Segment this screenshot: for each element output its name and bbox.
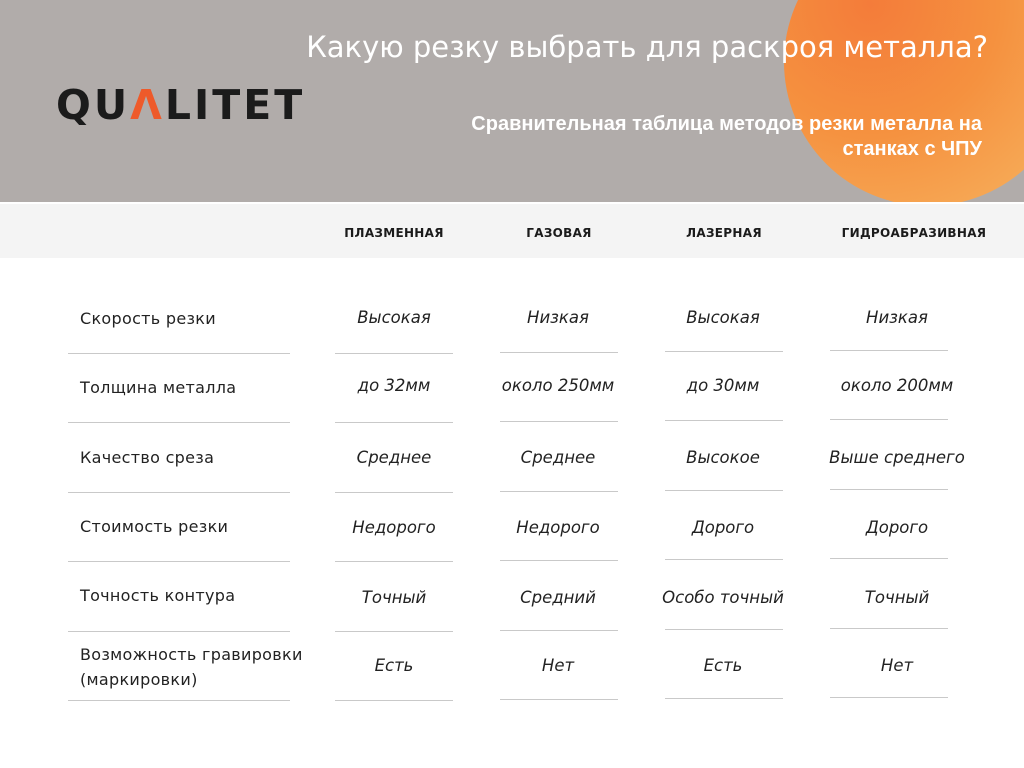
cell-divider [500,699,618,700]
cell-divider [335,631,453,632]
cell-divider [500,491,618,492]
cell-divider [500,560,618,561]
row-label: Толщина металла [80,378,237,397]
row-label: Скорость резки [80,309,216,328]
table-cell-gas: Средний [520,588,596,607]
table-cell-gas: Недорого [516,518,600,537]
row-label: Стоимость резки [80,517,229,536]
cell-divider [830,350,948,351]
cell-divider [665,559,783,560]
row-divider [68,631,290,632]
cell-divider [830,697,948,698]
row-divider [68,561,290,562]
cell-divider [830,489,948,490]
cell-divider [665,490,783,491]
table-cell-waterjet: Выше среднего [829,448,965,467]
row-divider [68,492,290,493]
table-cell-laser: Особо точный [662,588,784,607]
cell-divider [335,422,453,423]
table-cell-waterjet: Точный [864,588,930,607]
row-label: Точность контура [80,586,236,605]
cell-divider [830,628,948,629]
cell-divider [335,492,453,493]
cell-divider [500,352,618,353]
table-cell-gas: Среднее [520,448,596,467]
table-cell-plasma: Точный [361,588,427,607]
row-divider [68,353,290,354]
column-header-gas: ГАЗОВАЯ [526,226,592,240]
table-cell-gas: около 250мм [501,376,615,395]
table-cell-laser: Высокое [686,448,760,467]
page-title: Какую резку выбрать для раскроя металла? [306,30,988,64]
column-header-plasma: ПЛАЗМЕННАЯ [344,226,444,240]
table-cell-laser: Высокая [686,308,760,327]
cell-divider [665,420,783,421]
table-cell-plasma: Есть [374,656,414,675]
cell-divider [665,351,783,352]
cell-divider [830,558,948,559]
row-divider [68,700,290,701]
row-divider [68,422,290,423]
cell-divider [335,561,453,562]
qualitet-logo [56,80,305,130]
page-subtitle: Сравнительная таблица методов резки металла на станках с ЧПУ [471,113,982,160]
cell-divider [665,698,783,699]
cell-divider [830,419,948,420]
cell-divider [335,353,453,354]
table-cell-plasma: до 32мм [357,376,431,395]
table-cell-gas: Низкая [527,308,589,327]
column-header-waterjet: ГИДРОАБРАЗИВНАЯ [841,226,987,240]
table-cell-waterjet: около 200мм [840,376,954,395]
table-cell-gas: Нет [541,656,575,675]
column-header-laser: ЛАЗЕРНАЯ [686,226,762,240]
table-cell-laser: Есть [703,656,743,675]
table-cell-plasma: Среднее [356,448,432,467]
table-cell-plasma: Высокая [357,308,431,327]
table-cell-waterjet: Низкая [866,308,928,327]
header-banner [0,0,1024,202]
table-cell-laser: до 30мм [686,376,760,395]
row-label: Качество среза [80,448,215,467]
table-cell-plasma: Недорого [352,518,436,537]
logo-wordmark: QUΛLITET [56,81,306,129]
cell-divider [500,630,618,631]
cell-divider [335,700,453,701]
cell-divider [500,421,618,422]
table-cell-waterjet: Дорого [865,518,929,537]
row-label: Возможность гравировки (маркировки) [80,645,303,689]
table-cell-laser: Дорого [691,518,755,537]
table-cell-waterjet: Нет [880,656,914,675]
cell-divider [665,629,783,630]
